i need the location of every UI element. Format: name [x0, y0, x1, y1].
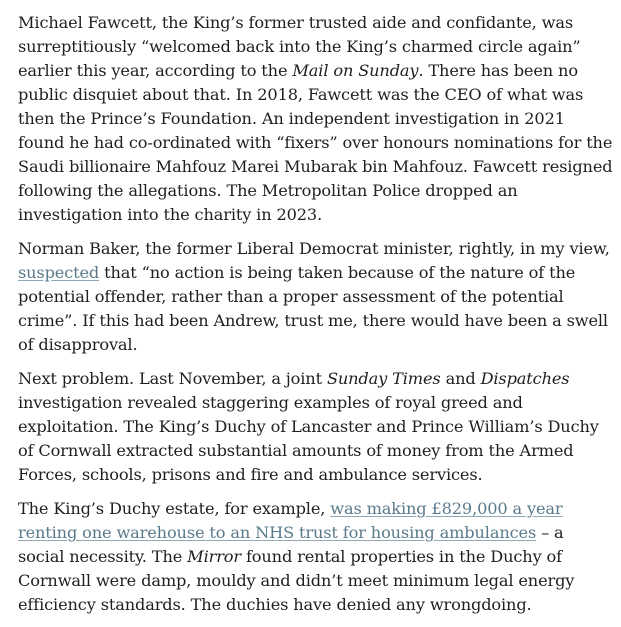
suspected-link[interactable]: suspected [18, 263, 100, 282]
publication-name: Mirror [187, 547, 241, 566]
programme-name: Dispatches [480, 369, 570, 388]
publication-name: Sunday Times [326, 369, 441, 388]
paragraph-text: The King’s Duchy estate, for example, [18, 499, 331, 518]
paragraph-fawcett [18, 11, 614, 227]
warehouse-rent-link[interactable]: was making £829,000 a year renting one warehouse to an NHS trust for housing ambulances [18, 499, 563, 542]
paragraph-investigation [18, 367, 614, 487]
paragraph-text: Michael Fawcett, the King’s former trusted aide and confidante, was surreptitiously “welcomed back into the King’s charmed circle again” earlier this year, according to the [18, 13, 581, 80]
paragraph-text: investigation revealed staggering examples of royal greed and exploitation. The King’s Duchy of Lancaster and Prince William’s Duchy of Cornwall extracted substantial amounts of money from the Armed Forces, schools, prisons and fire and ambulance services. [18, 393, 599, 484]
paragraph-text: that “no action is being taken because of the nature of the potential offender, rather than a proper assessment of the potential crime”. If this had been Andrew, trust me, there would have been a swell of disapproval. [18, 263, 608, 354]
paragraph-text: found rental properties in the Duchy of Cornwall were damp, mouldy and didn’t meet minimum legal energy efficiency standards. The duchies have denied any wrongdoing. [18, 547, 575, 614]
article-body [18, 11, 614, 627]
paragraph-text: – a social necessity. The [18, 523, 564, 566]
paragraph-text: and [440, 369, 481, 388]
paragraph-duchy-estate [18, 497, 614, 617]
paragraph-baker [18, 237, 614, 357]
paragraph-text: Next problem. Last November, a joint [18, 369, 327, 388]
publication-name: Mail on Sunday [292, 61, 419, 80]
paragraph-text: Norman Baker, the former Liberal Democrat minister, rightly, in my view, [18, 239, 610, 258]
paragraph-text: . There has been no public disquiet about that. In 2018, Fawcett was the CEO of what was then the Prince’s Foundation. An independent investigation in 2021 found he had co-ordinated with “fixers” over honours nominations for the Saudi billionaire Mahfouz Marei Mubarak bin Mahfouz. Fawcett resigned following the allegations. The Metropolitan Police dropped an investigation into the charity in 2023. [18, 61, 613, 224]
